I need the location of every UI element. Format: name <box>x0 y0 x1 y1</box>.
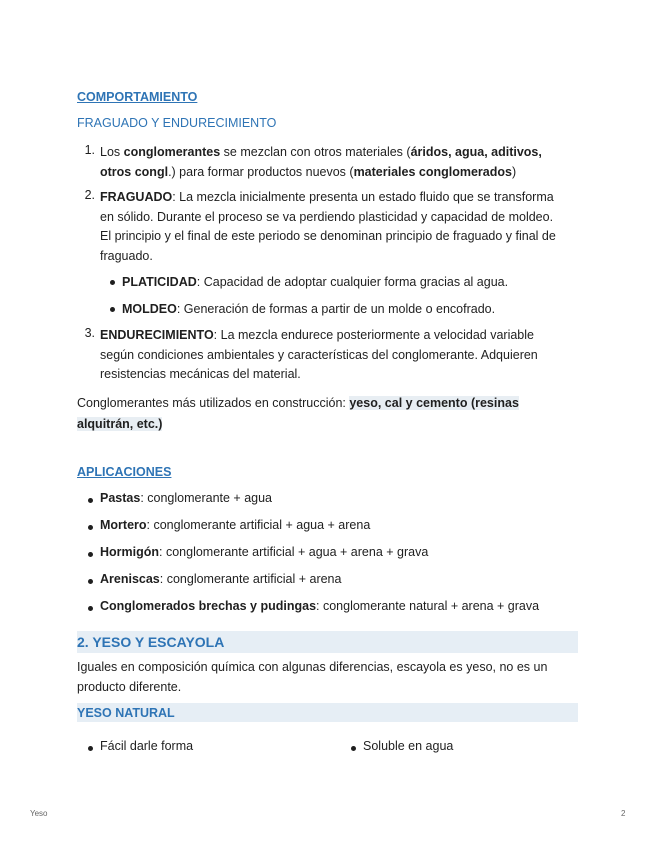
section-heading-aplicaciones: APLICACIONES <box>77 465 172 479</box>
footer-left: Yeso <box>30 809 48 818</box>
section-heading-band <box>77 631 578 653</box>
bullet-icon <box>88 606 93 611</box>
list-item-1 <box>77 143 578 182</box>
bold-term: áridos, agua, aditivos, <box>410 145 542 159</box>
list-item <box>100 739 330 753</box>
list-item-2 <box>77 188 578 266</box>
text: fraguado. <box>100 248 153 263</box>
text: : Capacidad de adoptar cualquier forma gracias al agua. <box>196 275 509 289</box>
list-number: 2. <box>84 188 95 202</box>
bold-term: materiales conglomerados <box>353 164 512 179</box>
bold-term: Mortero <box>100 518 147 532</box>
text: Soluble en agua <box>363 739 454 753</box>
bold-term: otros congl <box>100 164 169 179</box>
list-item <box>100 545 578 559</box>
bullet-icon <box>88 498 93 503</box>
list-item <box>363 739 578 753</box>
bold-term: Conglomerados brechas y pudingas <box>100 599 317 613</box>
text: : La mezcla inicialmente presenta un estado fluido que se transforma <box>172 190 554 204</box>
text: : conglomerante artificial + agua + arena + grava <box>159 545 429 559</box>
bold-term: MOLDEO <box>122 302 177 316</box>
text: ) <box>511 164 517 179</box>
list-item <box>100 491 578 505</box>
text: Fácil darle forma <box>100 739 194 753</box>
bold-term: Areniscas <box>100 572 160 586</box>
page-number: 2 <box>621 809 626 818</box>
text: producto diferente. <box>77 679 182 694</box>
bold-term: PLATICIDAD <box>122 275 197 289</box>
subheading-fraguado: FRAGUADO Y ENDURECIMIENTO <box>77 116 277 130</box>
bullet-icon <box>110 307 115 312</box>
bullet-icon <box>88 552 93 557</box>
bold-term: conglomerantes <box>123 145 221 159</box>
text: en sólido. Durante el proceso se va perdiendo plasticidad y capacidad de moldeo. <box>100 209 554 224</box>
text: : conglomerante + agua <box>140 491 273 505</box>
list-number: 1. <box>84 143 95 157</box>
subsection-band <box>77 703 578 722</box>
section-heading-comportamiento: COMPORTAMIENTO <box>77 90 198 104</box>
text: : Generación de formas a partir de un molde o encofrado. <box>176 302 496 316</box>
paragraph <box>77 658 578 697</box>
text: : conglomerante artificial + arena <box>159 572 342 586</box>
highlighted-text: yeso, cal y cemento (resinas <box>349 396 519 410</box>
bullet-icon <box>88 746 93 751</box>
list-item <box>100 572 578 586</box>
sub-list-item <box>122 300 578 320</box>
closing-paragraph <box>77 393 578 435</box>
text: : conglomerante natural + arena + grava <box>316 599 540 613</box>
list-number: 3. <box>84 326 95 340</box>
bold-term: ENDURECIMIENTO <box>100 328 214 342</box>
text: Conglomerantes más utilizados en construcción: <box>77 396 350 410</box>
bold-term: Pastas <box>100 491 141 505</box>
list-item-3 <box>77 326 578 385</box>
bullet-icon <box>351 746 356 751</box>
text: .) para formar productos nuevos ( <box>168 164 354 179</box>
text: según condiciones ambientales y características del conglomerante. Adquieren <box>100 347 538 362</box>
bullet-icon <box>88 525 93 530</box>
bold-term: FRAGUADO <box>100 190 173 204</box>
sub-list-item <box>122 273 578 293</box>
text: Los <box>100 145 124 159</box>
subheading-yeso-natural: YESO NATURAL <box>77 706 175 720</box>
text: Iguales en composición química con algunas diferencias, escayola es yeso, no es un <box>77 660 548 674</box>
text: resistencias mecánicas del material. <box>100 367 301 381</box>
list-item <box>100 518 578 532</box>
highlighted-text: alquitrán, etc.) <box>77 417 163 431</box>
bullet-icon <box>88 579 93 584</box>
text: : La mezcla endurece posteriormente a velocidad variable <box>213 328 534 342</box>
section-heading-yeso: 2. YESO Y ESCAYOLA <box>77 634 225 650</box>
bullet-icon <box>110 280 115 285</box>
text: se mezclan con otros materiales ( <box>220 145 411 159</box>
list-item <box>100 599 578 613</box>
bold-term: Hormigón <box>100 545 160 559</box>
text: El principio y el final de este periodo se denominan principio de fraguado y final de <box>100 229 556 243</box>
text: : conglomerante artificial + agua + arena <box>146 518 371 532</box>
